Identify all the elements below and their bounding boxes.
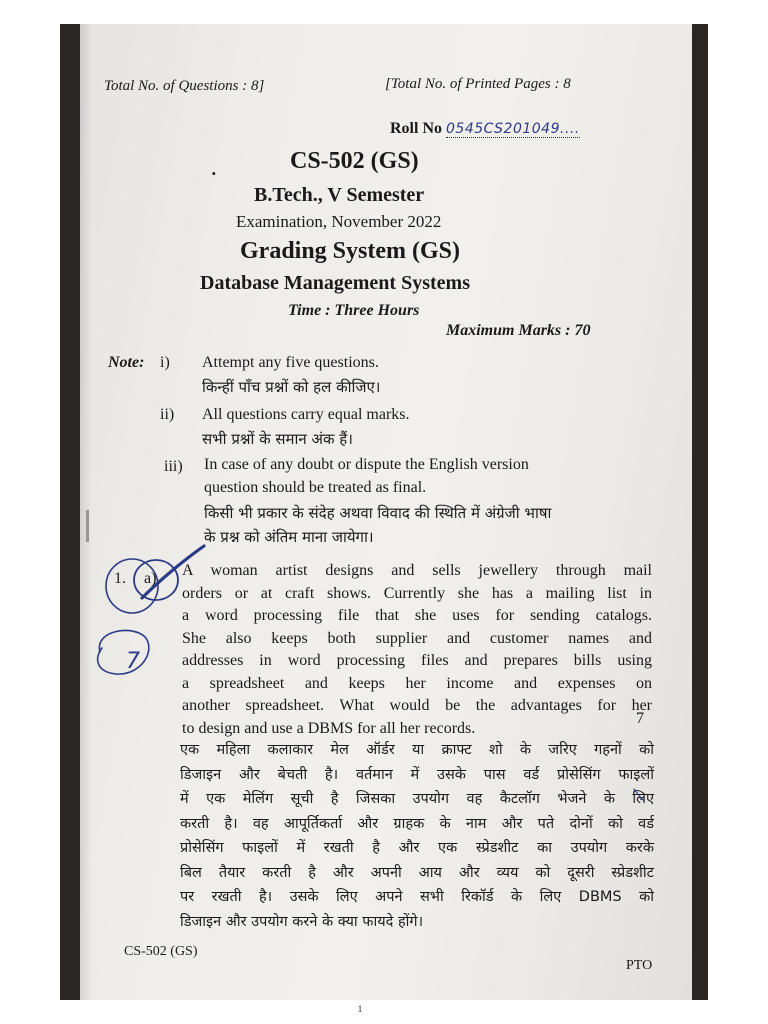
question-1-english-line: a word processing file that she uses for sending catalogs. (182, 607, 652, 624)
note-item-3-english-line-2: question should be treated as final. (204, 479, 427, 496)
paper-edge-shadow (80, 24, 92, 1000)
question-1-english-line: a spreadsheet and keeps her income and expenses on (182, 674, 652, 692)
note-item-3-hindi-line-1: किसी भी प्रकार के संदेह अथवा विवाद की स्थिति में अंग्रेजी भाषा (204, 504, 552, 522)
question-1-hindi-line: बिल तैयार करती है और अपनी आय और व्यय को दूसरी स्प्रेडशीट (180, 864, 654, 881)
examination-session: Examination, November 2022 (236, 212, 442, 231)
note-item-3-hindi-line-2: के प्रश्न को अंतिम माना जायेगा। (204, 528, 374, 546)
marks-circle (98, 630, 149, 674)
photo-frame (60, 24, 708, 1000)
grading-system-title: Grading System (GS) (240, 238, 461, 264)
paper-code: CS-502 (GS) (290, 148, 419, 174)
total-questions: Total No. of Questions : 8] (104, 78, 265, 94)
question-1-hindi-line: पर रखती है। उसके लिए अपने सभी रिकॉर्ड के लिए DBMS को (180, 889, 654, 905)
footer-paper-code: CS-502 (GS) (124, 944, 198, 959)
roll-number-label: Roll No (390, 120, 442, 137)
roll-number-value: 0545CS201049.... (446, 121, 580, 137)
stray-dot: · (211, 164, 217, 183)
question-1-english-line: She also keeps both supplier and customer names and (182, 629, 652, 647)
note-item-1-hindi: किन्हीं पाँच प्रश्नों को हल कीजिए। (202, 378, 381, 396)
question-number: 1. (114, 570, 126, 587)
note-item-2-number: ii) (160, 406, 175, 423)
page-number: 1 (357, 1004, 363, 1014)
note-label: Note: (108, 354, 145, 371)
course-title: B.Tech., V Semester (254, 184, 425, 206)
note-item-2-english: All questions carry equal marks. (202, 406, 410, 423)
question-1-english-line: addresses in word processing files and prepares bills using (182, 652, 652, 669)
question-1-marks: 7 (636, 710, 644, 727)
footer-pto: PTO (626, 958, 653, 973)
total-printed-pages: [Total No. of Printed Pages : 8 (385, 76, 571, 92)
question-1-hindi (180, 738, 654, 934)
question-1-english-line: orders or at craft shows. Currently she has a mailing list in (182, 584, 652, 602)
question-1-english (182, 560, 652, 740)
question-1-hindi-line: डिजाइन और बेचती है। वर्तमान में उसके पास वर्ड प्रोसेसिंग फाइलों (180, 766, 654, 783)
question-1-hindi-line: में एक मेलिंग सूची है जिसका उपयोग वह कैटलॉग भेजने के लिए (180, 791, 654, 807)
exam-duration: Time : Three Hours (288, 302, 420, 319)
question-part: a) (144, 570, 157, 587)
question-1-english-line: another spreadsheet. What would be the advantages for her (182, 697, 652, 714)
question-1-hindi-line: एक महिला कलाकार मेल ऑर्डर या क्राफ्ट शो के जरिए गहनों को (180, 742, 654, 758)
question-1-english-line: A woman artist designs and sells jewellery through mail (182, 562, 652, 579)
handwritten-marks: 7 (126, 649, 140, 674)
note-item-2-hindi: सभी प्रश्नों के समान अंक हैं। (202, 430, 353, 448)
subject-title: Database Management Systems (200, 272, 470, 294)
exam-paper (80, 24, 692, 1000)
note-item-1-number: i) (160, 354, 170, 371)
note-item-3-number: iii) (164, 458, 183, 475)
maximum-marks: Maximum Marks : 70 (446, 322, 591, 339)
note-item-1-english: Attempt any five questions. (202, 354, 379, 371)
roll-number-row (390, 120, 580, 138)
question-1-hindi-line: प्रोसेसिंग फाइलों में रखती है और एक स्प्रेडशीट का उपयोग करके (180, 840, 654, 856)
question-1-hindi-line: करती है। वह आपूर्तिकर्ता और ग्राहक के नाम और पते दोनों को वर्ड (180, 815, 654, 832)
question-1-hindi-line: डिजाइन और उपयोग करने के क्या फायदे होंगे। (180, 913, 424, 930)
note-item-3-english-line-1: In case of any doubt or dispute the English version (204, 456, 529, 473)
question-1-english-line: to design and use a DBMS for all her records. (182, 719, 476, 737)
